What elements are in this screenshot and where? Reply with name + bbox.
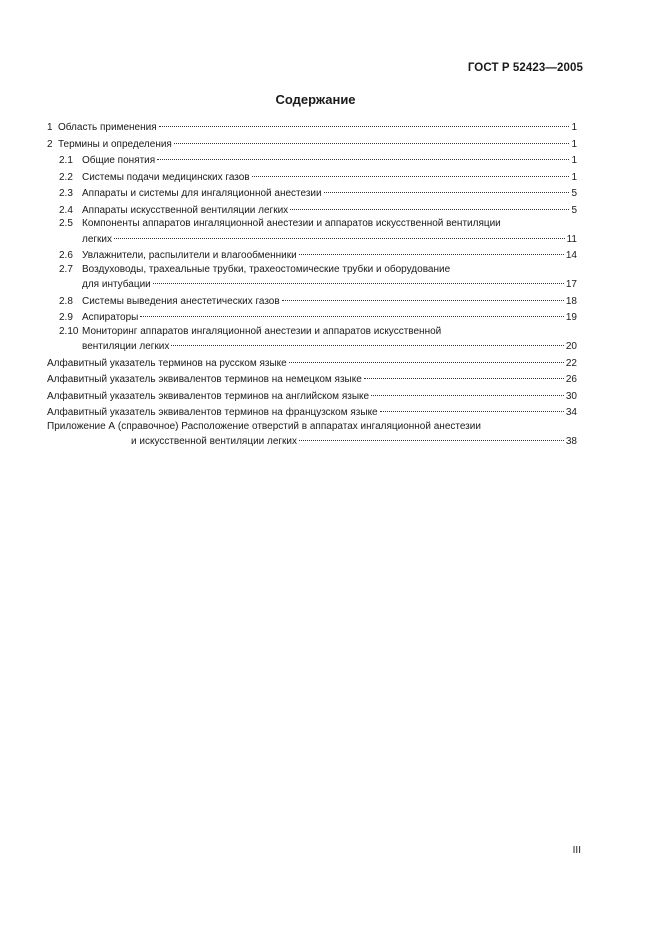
dot-leader	[174, 133, 570, 144]
dot-leader	[371, 385, 564, 396]
toc-title: Алфавитный указатель эквивалентов терминов на английском языке	[47, 390, 370, 402]
dot-leader	[157, 149, 569, 160]
dot-leader	[299, 430, 564, 441]
toc-number: 2.10	[59, 325, 79, 337]
toc-page: 26	[565, 374, 577, 385]
toc-number: 2.9	[59, 312, 73, 323]
toc-page: 18	[565, 295, 577, 307]
toc-page: 19	[565, 312, 577, 323]
toc-title: Приложение А (справочное) Расположение отверстий в аппаратах ингаляционной анестезии	[47, 420, 481, 432]
dot-leader	[114, 228, 565, 239]
toc-page: 1	[571, 155, 577, 166]
dot-leader	[282, 290, 564, 301]
table-of-contents	[47, 119, 577, 450]
toc-page: 5	[571, 204, 577, 216]
toc-title-continuation: и искусственной вентиляции легких	[131, 436, 298, 447]
dot-leader	[252, 166, 570, 177]
dot-leader	[171, 335, 563, 346]
standard-code: ГОСТ Р 52423—2005	[467, 62, 583, 74]
toc-entry[interactable]	[47, 326, 577, 355]
toc-page: 1	[571, 171, 577, 183]
dot-leader	[289, 352, 564, 363]
toc-page: 30	[565, 390, 577, 402]
toc-number: 2.7	[59, 263, 73, 275]
toc-number: 2.2	[59, 171, 73, 183]
toc-page: 17	[565, 279, 577, 290]
toc-title: Аспираторы	[82, 312, 139, 323]
dot-leader	[299, 244, 564, 255]
toc-title-continuation: вентиляции легких	[82, 341, 170, 352]
toc-page: 34	[565, 407, 577, 418]
toc-title: Термины и определения	[58, 138, 172, 150]
toc-page: 22	[565, 357, 577, 369]
toc-page: 11	[566, 233, 577, 245]
toc-title: Аппараты и системы для ингаляционной анестезии	[82, 188, 322, 199]
toc-title: Алфавитный указатель эквивалентов терминов на немецком языке	[47, 374, 362, 385]
toc-entry[interactable]	[47, 247, 577, 264]
toc-title: Общие понятия	[82, 155, 156, 166]
dot-leader	[290, 199, 569, 210]
dot-leader	[140, 306, 564, 317]
dot-leader	[159, 116, 570, 127]
dot-leader	[153, 273, 564, 284]
toc-number: 2	[47, 138, 53, 150]
toc-number: 2.1	[59, 155, 73, 166]
toc-title-continuation: для интубации	[82, 279, 151, 290]
toc-page: 1	[571, 138, 577, 150]
page-title: Содержание	[275, 92, 356, 107]
toc-title: Системы подачи медицинских газов	[82, 171, 250, 183]
toc-entry[interactable]	[47, 264, 577, 293]
toc-entry[interactable]	[47, 218, 577, 247]
toc-number: 2.4	[59, 204, 73, 216]
toc-title: Алфавитный указатель эквивалентов терминов на французском языке	[47, 407, 378, 418]
toc-title-continuation: легких	[82, 233, 113, 245]
toc-title: Системы выведения анестетических газов	[82, 295, 280, 307]
toc-page: 20	[565, 341, 577, 352]
toc-title: Мониторинг аппаратов ингаляционной анестезии и аппаратов искусственной	[82, 325, 442, 337]
toc-title: Увлажнители, распылители и влагообменники	[82, 250, 297, 261]
toc-title: Воздуховоды, трахеальные трубки, трахеостомические трубки и оборудование	[82, 263, 451, 275]
toc-number: 1	[47, 122, 53, 133]
toc-page: 14	[565, 250, 577, 261]
toc-number: 2.5	[59, 218, 73, 229]
toc-entry[interactable]	[47, 202, 577, 219]
toc-title: Алфавитный указатель терминов на русском языке	[47, 357, 287, 369]
toc-entry[interactable]	[47, 309, 577, 326]
toc-page: 1	[571, 122, 577, 133]
toc-entry[interactable]	[47, 404, 577, 421]
dot-leader	[324, 182, 570, 193]
page-number: III	[572, 845, 581, 856]
toc-title: Аппараты искусственной вентиляции легких	[82, 204, 289, 216]
toc-title: Компоненты аппаратов ингаляционной анестезии и аппаратов искусственной вентиляции	[82, 218, 501, 229]
toc-number: 2.3	[59, 188, 73, 199]
toc-title: Область применения	[58, 122, 157, 133]
toc-page: 5	[571, 188, 577, 199]
dot-leader	[380, 401, 564, 412]
toc-entry[interactable]	[47, 421, 577, 450]
toc-number: 2.8	[59, 295, 73, 307]
dot-leader	[364, 368, 564, 379]
toc-number: 2.6	[59, 250, 73, 261]
toc-page: 38	[565, 436, 577, 447]
